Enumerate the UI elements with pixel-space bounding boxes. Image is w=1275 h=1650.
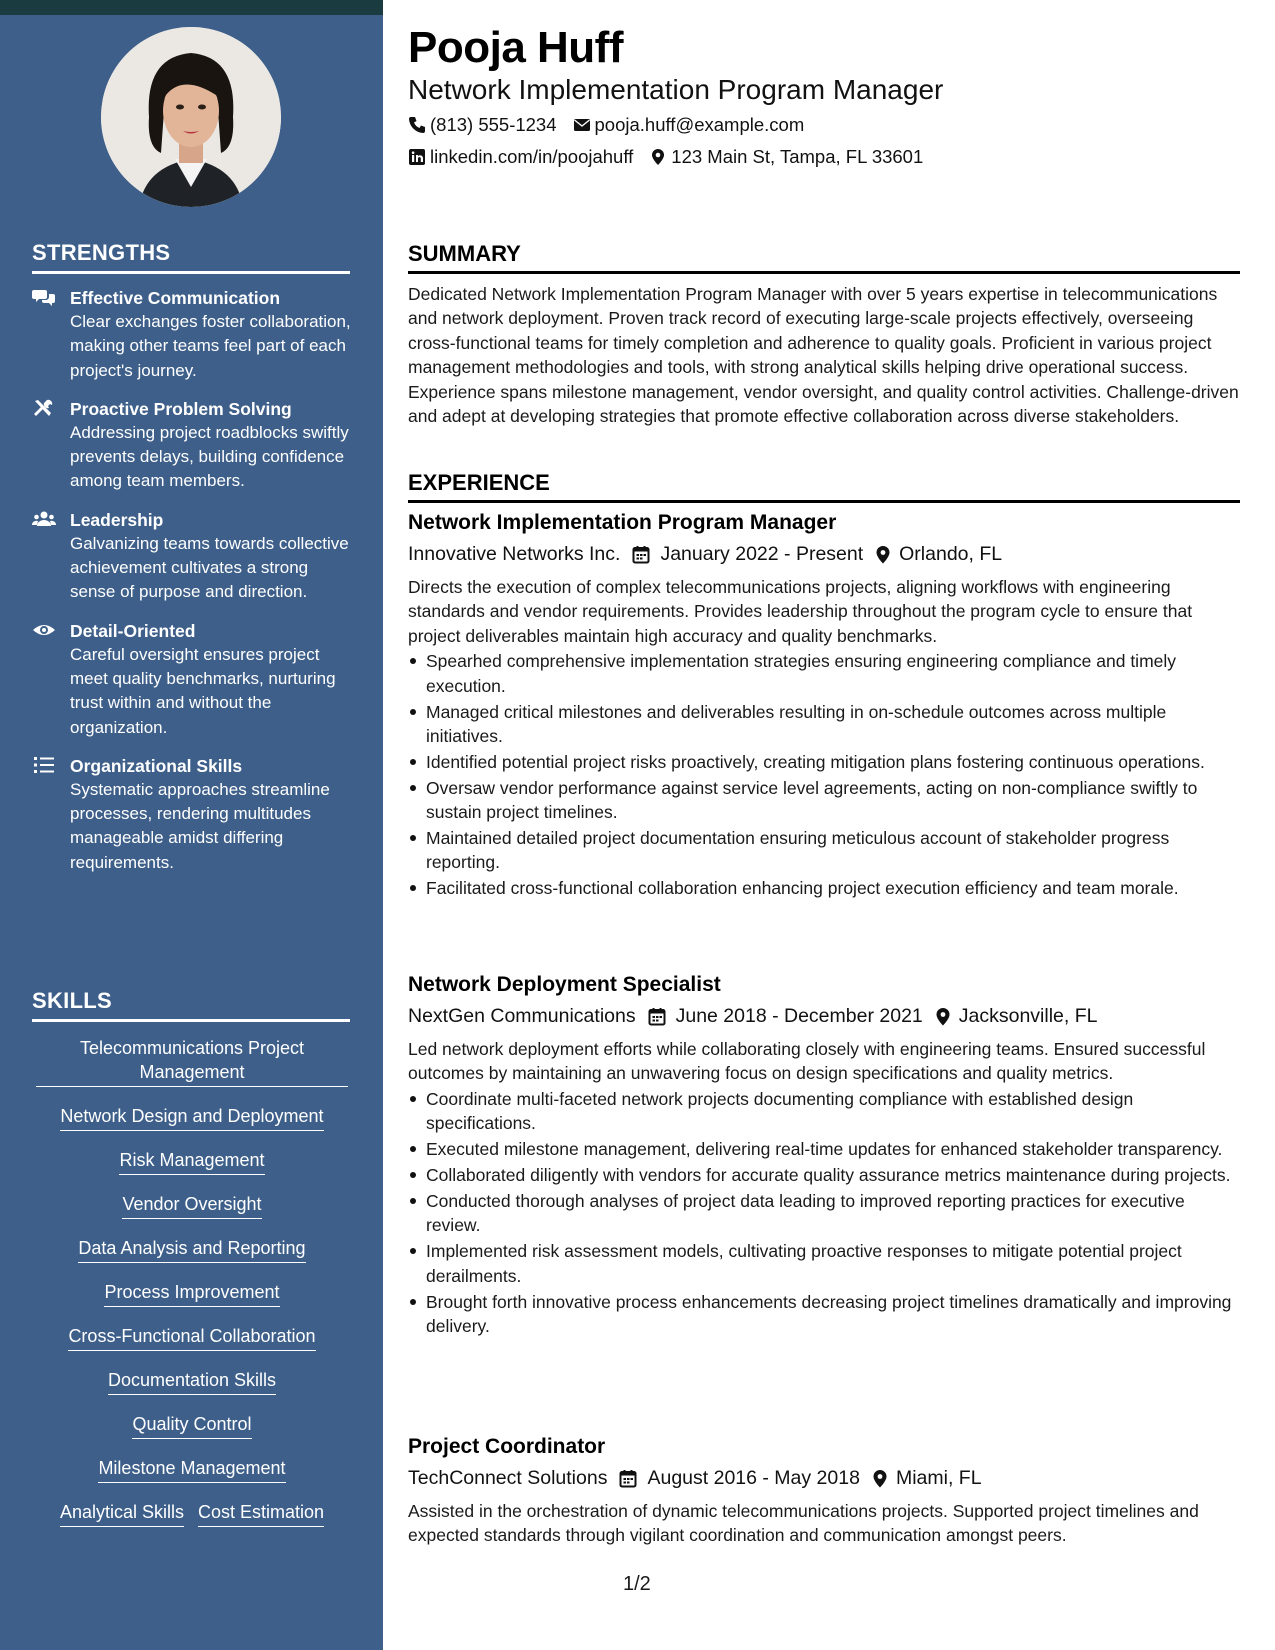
job-title: Network Implementation Program Manager (408, 511, 837, 534)
skill-item: Process Improvement (104, 1280, 279, 1307)
skill-item: Quality Control (132, 1412, 251, 1439)
strength-item (32, 397, 352, 494)
strength-desc: Careful oversight ensures project meet quality benchmarks, nurturing trust within and without the organization. (70, 644, 336, 737)
job-title: Network Deployment Specialist (408, 973, 721, 996)
bullet-item: Executed milestone management, delivering real-time updates for enhanced stakeholder transparency. (408, 1137, 1240, 1161)
skill-item: Milestone Management (98, 1456, 285, 1483)
bullet-item: Brought forth innovative process enhancements decreasing project timelines dramatically and improving delivery. (408, 1290, 1240, 1339)
address-text: 123 Main St, Tampa, FL 33601 (671, 146, 924, 167)
calendar-icon (619, 1469, 637, 1488)
linkedin-contact[interactable] (408, 146, 633, 168)
strength-desc: Clear exchanges foster collaboration, making other teams feel part of each project's journey. (70, 312, 351, 380)
strength-desc: Systematic approaches streamline processes, rendering multitudes manageable amidst differing requirements. (70, 779, 330, 872)
job-meta (408, 1463, 1240, 1493)
users-icon (32, 508, 70, 605)
skills-heading: SKILLS (32, 988, 350, 1022)
bullet-item: Coordinate multi-faceted network projects documenting compliance with established design specifications. (408, 1087, 1240, 1136)
job-location: Orlando, FL (899, 543, 1003, 565)
contact-row (408, 114, 820, 136)
strength-desc: Galvanizing teams towards collective achievement cultivates a strong sense of purpose and direction. (70, 533, 349, 602)
job-title: Project Coordinator (408, 1435, 606, 1458)
phone-contact (408, 114, 557, 136)
avatar (101, 27, 281, 207)
linkedin-text[interactable]: linkedin.com/in/poojahuff (430, 146, 634, 167)
strength-title: Proactive Problem Solving (70, 398, 292, 419)
job-bullets (408, 1087, 1240, 1339)
bullet-item: Maintained detailed project documentation ensuring meticulous account of stakeholder progress reporting. (408, 826, 1240, 875)
strength-item (32, 286, 352, 383)
skill-item: Vendor Oversight (122, 1192, 261, 1219)
address-contact (649, 146, 923, 168)
bullet-item: Managed critical milestones and deliverables resulting in on-schedule outcomes across multiple initiatives. (408, 700, 1240, 749)
linkedin-icon (408, 148, 426, 166)
experience-entry (408, 509, 1240, 902)
phone-icon (408, 116, 426, 134)
email-contact[interactable] (573, 114, 805, 136)
skill-item: Network Design and Deployment (60, 1104, 323, 1131)
job-description: Assisted in the orchestration of dynamic telecommunications projects. Supported project timelines and expected standards through vigilant coordination and communication amongst peers. (408, 1501, 1199, 1546)
candidate-title: Network Implementation Program Manager (408, 74, 944, 105)
company-name: Innovative Networks Inc. (408, 543, 621, 565)
summary-text: Dedicated Network Implementation Program Manager with over 5 years expertise in telecommunications and network deployment. Proven track record of executing large-scale projects effectively, overseeing cross-functional teams for timely completion and adherence to quality goals. Proficient in various project management methodologies and tools, with strong analytical skills helping drive operational success. Experience spans milestone management, vendor oversight, and quality control activities. Challenge-driven and adept at developing strategies that promote effective collaboration across diverse stakeholders. (408, 284, 1239, 427)
contact-row (408, 146, 939, 168)
job-location: Jacksonville, FL (958, 1005, 1098, 1027)
bullet-item: Identified potential project risks proactively, creating mitigation plans fostering continuous operations. (408, 750, 1240, 774)
company-name: TechConnect Solutions (408, 1467, 608, 1489)
job-bullets (408, 649, 1240, 901)
skill-item: Data Analysis and Reporting (78, 1236, 305, 1263)
sidebar (0, 0, 383, 1650)
strength-title: Organizational Skills (70, 755, 243, 776)
job-description: Led network deployment efforts while collaborating closely with engineering teams. Ensured successful outcomes by maintaining an unwavering focus on design specifications and quality metrics. (408, 1039, 1206, 1084)
strength-title: Detail-Oriented (70, 620, 196, 641)
strength-desc: Addressing project roadblocks swiftly prevents delays, building confidence among team members. (70, 422, 349, 491)
experience-entry (408, 971, 1240, 1340)
location-pin-icon (872, 1469, 888, 1488)
skill-item: Telecommunications Project Management (36, 1036, 348, 1087)
tools-icon (32, 397, 70, 494)
job-dates: June 2018 - December 2021 (675, 1005, 923, 1027)
strength-title: Leadership (70, 509, 164, 530)
strength-item (32, 619, 352, 740)
strengths-heading: STRENGTHS (32, 240, 350, 274)
skill-item: Documentation Skills (108, 1368, 276, 1395)
strengths-list (32, 286, 352, 889)
eye-icon (32, 619, 70, 740)
bullet-item: Facilitated cross-functional collaboration enhancing project execution efficiency and team morale. (408, 876, 1240, 900)
job-meta (408, 1001, 1240, 1031)
candidate-name: Pooja Huff (408, 23, 623, 72)
email-text[interactable]: pooja.huff@example.com (594, 114, 805, 135)
job-description: Directs the execution of complex telecommunications projects, aligning workflows with engineering standards and vendor requirements. Provides leadership throughout the program cycle to ensure that project deliverables maintain high accuracy and quality benchmarks. (408, 577, 1193, 646)
job-location: Miami, FL (895, 1467, 982, 1489)
strength-item (32, 754, 352, 875)
skill-item: Cost Estimation (198, 1500, 324, 1527)
experience-entry (408, 1433, 1240, 1548)
bullet-item: Collaborated diligently with vendors for accurate quality assurance metrics maintenance during projects. (408, 1163, 1240, 1187)
sidebar-top-bar (0, 0, 383, 15)
envelope-icon (573, 116, 591, 134)
page-number: 1/2 (623, 1573, 651, 1595)
list-icon (32, 754, 70, 875)
calendar-icon (632, 545, 650, 564)
summary-heading: SUMMARY (408, 241, 1240, 274)
bullet-item: Conducted thorough analyses of project data leading to improved reporting practices for executive review. (408, 1189, 1240, 1238)
bullet-item: Implemented risk assessment models, cultivating proactive responses to mitigate potential project derailments. (408, 1239, 1240, 1288)
skills-list (32, 1036, 352, 1544)
skill-item: Risk Management (119, 1148, 264, 1175)
bullet-item: Spearhed comprehensive implementation strategies ensuring engineering compliance and timely execution. (408, 649, 1240, 698)
location-pin-icon (935, 1007, 951, 1026)
comments-icon (32, 286, 70, 383)
strength-item (32, 508, 352, 605)
experience-heading: EXPERIENCE (408, 470, 1240, 503)
phone-text: (813) 555-1234 (430, 114, 557, 135)
job-dates: January 2022 - Present (660, 543, 864, 565)
strength-title: Effective Communication (70, 288, 281, 308)
job-dates: August 2016 - May 2018 (647, 1467, 860, 1489)
location-pin-icon (875, 545, 891, 564)
calendar-icon (648, 1007, 666, 1026)
skill-item: Analytical Skills (60, 1500, 184, 1527)
company-name: NextGen Communications (408, 1005, 636, 1027)
bullet-item: Oversaw vendor performance against service level agreements, acting on non-compliance swiftly to sustain project timelines. (408, 776, 1240, 825)
location-pin-icon (649, 148, 667, 166)
job-meta (408, 539, 1240, 569)
skill-item: Cross-Functional Collaboration (68, 1324, 315, 1351)
